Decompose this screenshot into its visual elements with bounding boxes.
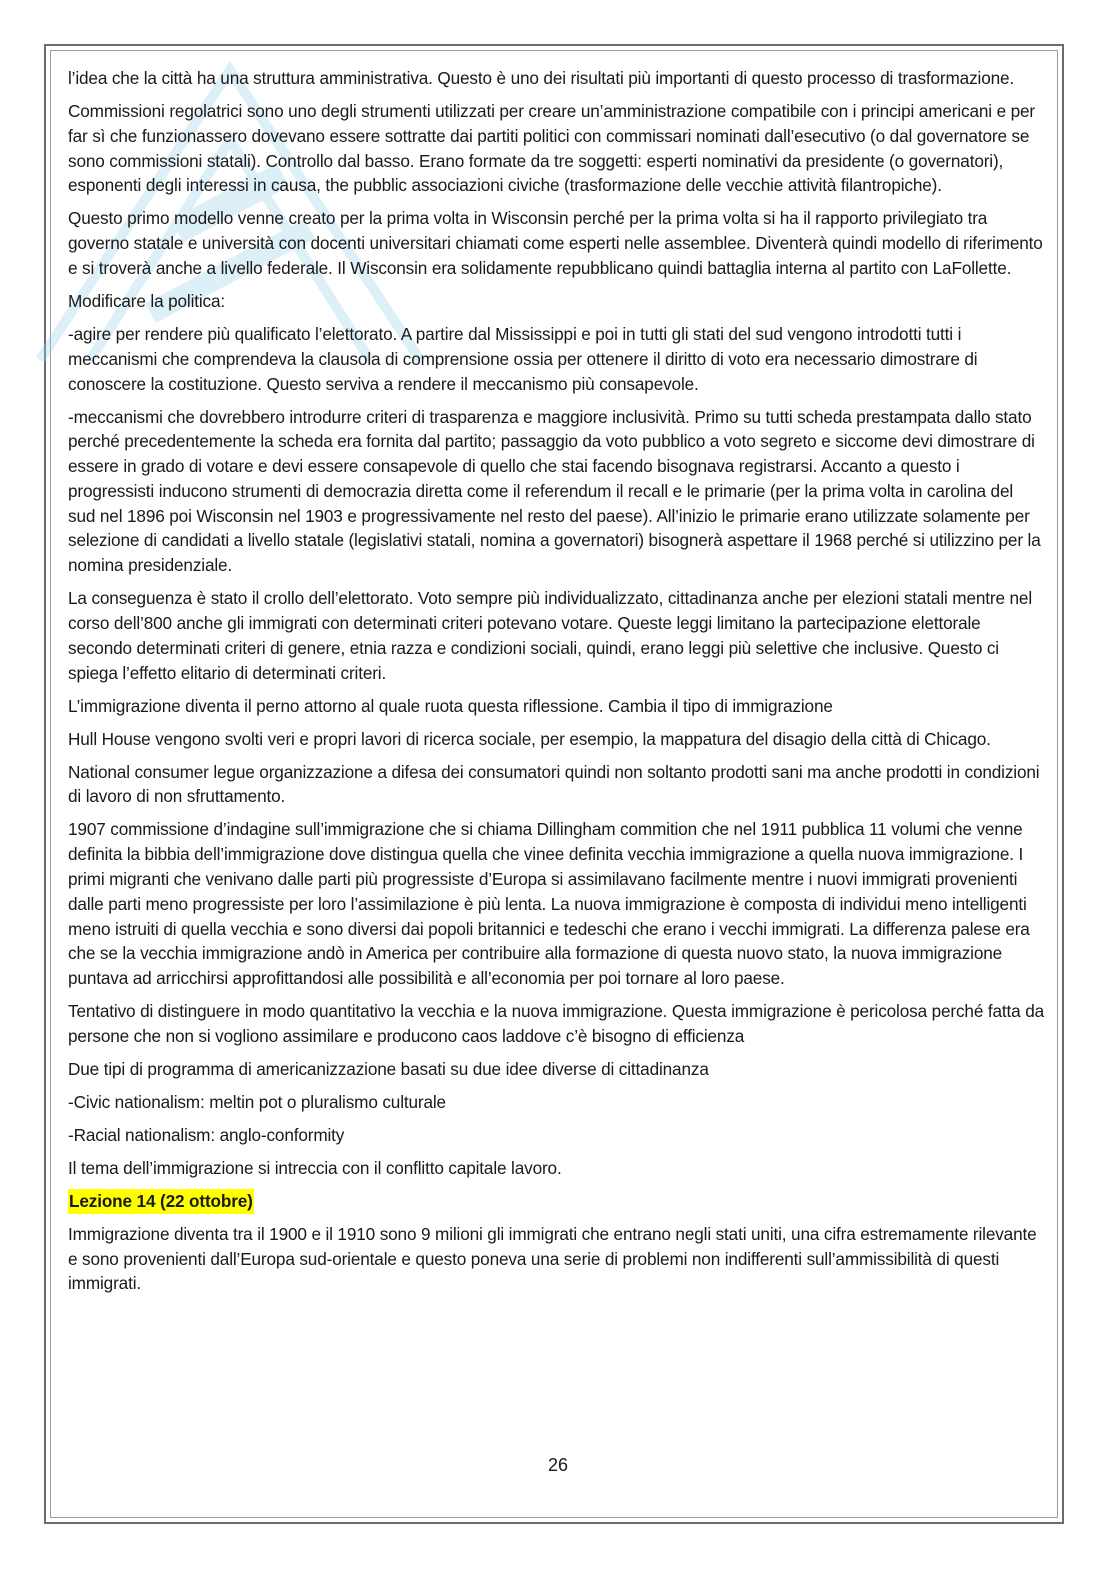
section-heading: Lezione 14 (22 ottobre)	[68, 1189, 254, 1214]
paragraph: Tentativo di distinguere in modo quantitativo la vecchia e la nuova immigrazione. Questa immigrazione è pericolosa perché fatta da persone che non si vogliono assimilare e producono caos laddove c’è bisogno di efficienza	[68, 1001, 1045, 1046]
paragraph: La conseguenza è stato il crollo dell’elettorato. Voto sempre più individualizzato, cittadinanza anche per elezioni statali mentre nel corso dell’800 anche gli immigrati con determinati criteri potevano votare. Queste leggi limitano la partecipazione elettorale secondo determinati criteri di genere, etnia razza e condizioni sociali, quindi, erano leggi più selettive che inclusive. Questo ci spiega l’effetto elitario di determinati criteri.	[68, 588, 1032, 683]
page-number: 26	[547, 1455, 569, 1475]
paragraph: Il tema dell’immigrazione si intreccia con il conflitto capitale lavoro.	[68, 1157, 562, 1178]
paragraph: Immigrazione diventa tra il 1900 e il 1910 sono 9 milioni gli immigrati che entrano negli stati uniti, una cifra estremamente rilevante e sono provenienti dall’Europa sud-orientale e questo poneva una serie di problemi non indifferenti sull’ammissibilità di questi immigrati.	[68, 1223, 1037, 1294]
paragraph: Due tipi di programma di americanizzazione basati su due idee diverse di cittadinanza	[68, 1058, 709, 1079]
paragraph: -meccanismi che dovrebbero introdurre criteri di trasparenza e maggiore inclusività. Primo su tutti scheda prestampata dallo stato perché precedentemente la scheda era fornita dal partito; passaggio da voto pubblico a voto segreto e siccome devi dimostrare di essere in grado di votare e devi essere consapevole di quello che stai facendo bisognava registrarsi. Accanto a questo i progressisti inducono strumenti di democrazia diretta come il referendum il recall e le primarie (per la prima volta in carolina del sud nel 1896 poi Wisconsin nel 1903 e progressivamente nel resto del paese). All’inizio le primarie erano utilizzate solamente per selezione di candidati a livello statale (legislativi statali, nomina a governatori) bisognerà aspettare il 1968 perché si utilizzino per la nomina presidenziale.	[68, 406, 1041, 576]
paragraph: l’idea che la città ha una struttura amministrativa. Questo è uno dei risultati più importanti di questo processo di trasformazione.	[68, 68, 1015, 88]
paragraph: -Racial nationalism: anglo-conformity	[68, 1124, 345, 1145]
paragraph: -Civic nationalism: meltin pot o pluralismo culturale	[68, 1091, 446, 1112]
section-heading-line	[68, 1189, 1044, 1214]
paragraph: Questo primo modello venne creato per la prima volta in Wisconsin perché per la prima volta si ha il rapporto privilegiato tra governo statale e università con docenti universitari chiamati come esperti nelle assemblee. Diventerà quindi modello di riferimento e si troverà anche a livello federale. Il Wisconsin era solidamente repubblicano quindi battaglia interna al partito con LaFollette.	[68, 208, 1043, 278]
paragraph: Commissioni regolatrici sono uno degli strumenti utilizzati per creare un’amministrazione compatibile con i principi americani e per far sì che funzionassero dovevano essere sottratte dai partiti politici con commissari nominati dall’esecutivo (o dal governatore se sono commissioni statali). Controllo dal basso. Erano formate da tre soggetti: esperti nominativi da presidente (o governatori), esponenti degli interessi in causa, the pubblic associazioni civiche (trasformazione delle vecchie attività filantropiche).	[68, 100, 1035, 196]
paragraph: L’immigrazione diventa il perno attorno al quale ruota questa riflessione. Cambia il tipo di immigrazione	[68, 695, 833, 716]
paragraph: Modificare la politica:	[68, 290, 226, 311]
paragraph: 1907 commissione d’indagine sull’immigrazione che si chiama Dillingham commition che nel 1911 pubblica 11 volumi che venne definita la bibbia dell’immigrazione dove distingua quella che vinee definita vecchia immigrazione a quella nuova immigrazione. I primi migranti che venivano dalle parti più progressiste d’Europa si assimilavano facilmente mentre i nuovi immigrati provenienti dalle parti meno progressiste per loro l’assimilazione è più lenta. La nuova immigrazione è composta di individui meno intelligenti meno istruiti di quella vecchia e sono diversi dai popoli britannici e tedeschi che erano i vecchi immigrati. La differenza palese era che se la vecchia immigrazione andò in America per contribuire alla formazione di questa nuovo stato, la nuova immigrazione puntava ad arricchirsi approfittandosi alle possibilità e all’economia per poi tornare al loro paese.	[68, 819, 1030, 989]
paragraph: Hull House vengono svolti veri e propri lavori di ricerca sociale, per esempio, la mappatura del disagio della città di Chicago.	[68, 728, 991, 749]
document-body	[68, 66, 1044, 1304]
paragraph: National consumer legue organizzazione a difesa dei consumatori quindi non soltanto prodotti sani ma anche prodotti in condizioni di lavoro di non sfruttamento.	[68, 761, 1040, 807]
paragraph: -agire per rendere più qualificato l’elettorato. A partire dal Mississippi e poi in tutti gli stati del sud vengono introdotti tutti i meccanismi che comprendeva la clausola di comprensione ossia per ottenere il diritto di voto era necessario dimostrare di conoscere la costituzione. Questo serviva a rendere il meccanismo più consapevole.	[68, 323, 978, 394]
